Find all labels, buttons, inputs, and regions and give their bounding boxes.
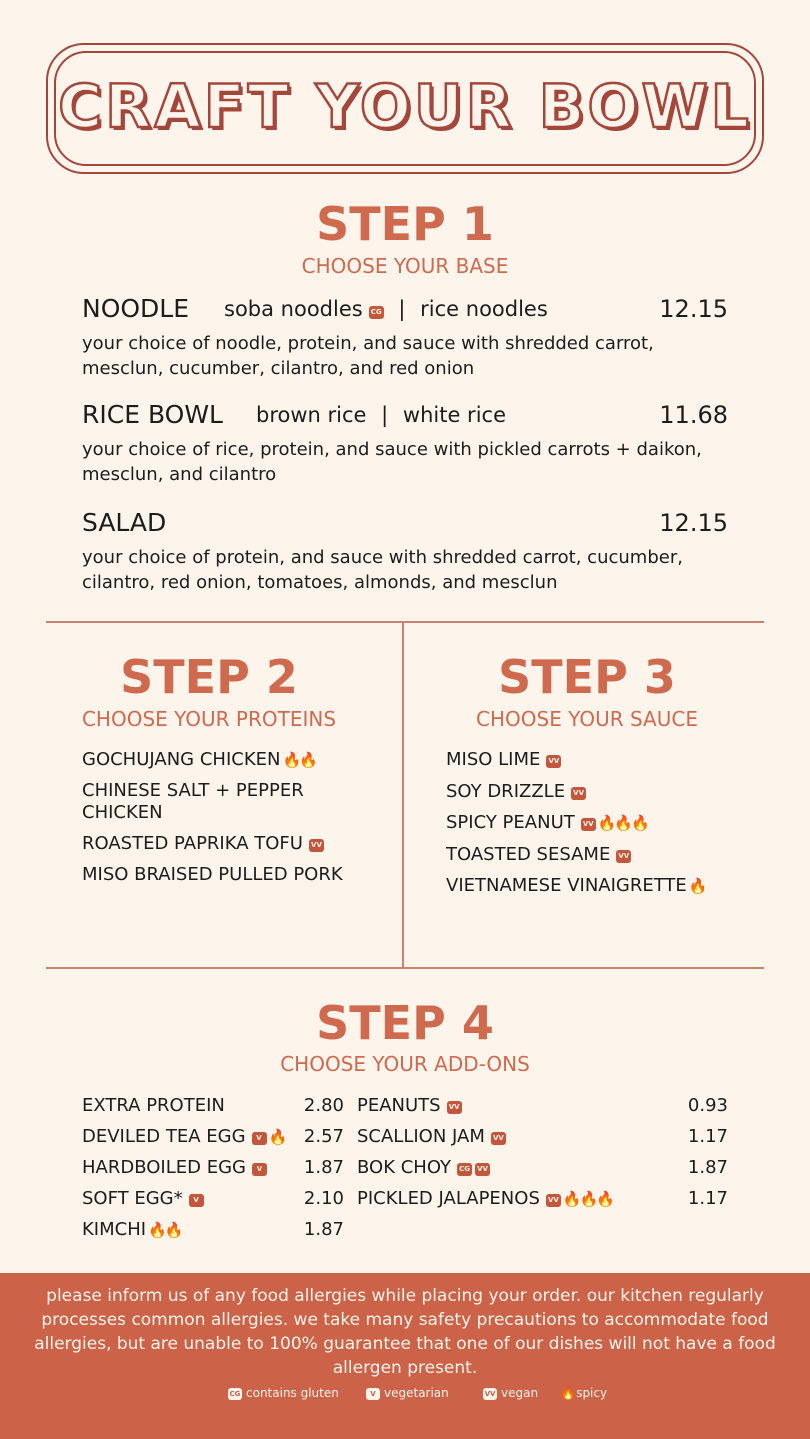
vegan-badge-icon: VV	[484, 1390, 496, 1398]
divider-vertical	[402, 622, 404, 968]
fire-icon: 🔥🔥🔥	[562, 1190, 613, 1208]
base-noodle-option-2: rice noodles	[420, 297, 548, 321]
item-name: PEANUTS	[357, 1095, 441, 1116]
item-name: SPICY PEANUT	[446, 812, 575, 833]
legend-vegan	[483, 1385, 538, 1401]
list-item	[446, 812, 648, 834]
item-name: HARDBOILED EGG	[82, 1157, 246, 1178]
item-name: MISO LIME	[446, 749, 541, 770]
fire-icon: 🔥🔥	[282, 751, 316, 769]
item-name: CHINESE SALT + PEPPER CHICKEN	[82, 780, 304, 823]
item-name: SOFT EGG*	[82, 1188, 183, 1209]
list-item	[82, 780, 342, 824]
vegan-badge-icon: VV	[616, 850, 631, 863]
base-noodle-price: 12.15	[659, 295, 728, 323]
vegan-badge-icon: VV	[546, 1194, 561, 1207]
addon-price: 2.10	[303, 1188, 344, 1209]
vegetarian-badge-icon: V	[366, 1388, 380, 1400]
item-name: TOASTED SESAME	[446, 843, 611, 865]
vegetarian-badge-icon: V	[252, 1163, 267, 1176]
addon-item	[357, 1126, 506, 1148]
addon-item	[357, 1095, 462, 1117]
legend-vegetarian-label: vegetarian	[384, 1386, 449, 1400]
addon-item	[357, 1157, 490, 1179]
base-noodle-option-1: soba noodles	[224, 297, 363, 321]
base-salad-price: 12.15	[659, 509, 728, 537]
step3-heading: STEP 3	[498, 650, 676, 704]
addon-price: 1.87	[687, 1157, 728, 1178]
step4-subheading: CHOOSE YOUR ADD-ONS	[280, 1052, 530, 1076]
menu-title: CRAFT YOUR BOWL	[58, 72, 752, 142]
item-name: KIMCHI	[82, 1219, 147, 1240]
addon-price: 2.80	[303, 1095, 344, 1116]
vegan-badge-icon: VV	[491, 1132, 506, 1145]
legend-gluten	[228, 1385, 339, 1401]
list-item	[446, 749, 561, 771]
gluten-badge-icon: CG	[369, 306, 384, 319]
list-item	[446, 875, 705, 897]
base-salad-name: SALAD	[82, 508, 167, 537]
base-rice-price: 11.68	[659, 401, 728, 429]
addon-item	[357, 1188, 613, 1210]
fire-icon: 🔥	[268, 1128, 286, 1146]
addon-price: 1.17	[687, 1188, 728, 1209]
legend-gluten-label: contains gluten	[246, 1386, 339, 1400]
base-rice-options	[256, 400, 506, 430]
addon-item	[82, 1188, 204, 1210]
list-item	[446, 844, 631, 866]
vegan-badge-icon: VV	[447, 1101, 462, 1114]
vegetarian-badge-icon: V	[189, 1194, 204, 1207]
item-name: MISO BRAISED PULLED PORK	[82, 864, 343, 885]
step4-heading: STEP 4	[316, 996, 494, 1050]
base-noodle-options	[224, 294, 548, 324]
allergy-footer	[0, 1273, 810, 1439]
addon-item	[82, 1095, 225, 1117]
divider-bottom	[46, 967, 764, 969]
option-separator: |	[381, 403, 389, 427]
base-rice-option-2: white rice	[402, 403, 506, 427]
item-name: BOK CHOY	[357, 1157, 452, 1178]
base-rice-name: RICE BOWL	[82, 400, 223, 429]
vegan-badge-icon: VV	[546, 755, 561, 768]
item-name: ROASTED PAPRIKA TOFU	[82, 833, 303, 854]
vegan-badge-icon: VV	[475, 1163, 490, 1176]
vegan-badge-icon: VV	[571, 787, 586, 800]
list-item	[82, 749, 316, 771]
item-name: PICKLED JALAPENOS	[357, 1188, 540, 1209]
item-name: SOY DRIZZLE	[446, 780, 566, 802]
base-rice-description: your choice of rice, protein, and sauce with pickled carrots + daikon, mesclun, and cilantro	[82, 439, 702, 485]
step3-subheading: CHOOSE YOUR SAUCE	[476, 707, 698, 731]
gluten-badge-icon: CG	[229, 1390, 241, 1398]
addon-price: 1.87	[303, 1157, 344, 1178]
item-name: GOCHUJANG CHICKEN	[82, 749, 281, 770]
step2-subheading: CHOOSE YOUR PROTEINS	[81, 707, 337, 731]
fire-icon: 🔥🔥🔥	[597, 814, 648, 832]
item-name: SCALLION JAM	[357, 1126, 485, 1147]
gluten-badge-icon: CG	[457, 1163, 472, 1176]
list-item	[82, 864, 343, 886]
legend-spicy-label: spicy	[576, 1386, 608, 1400]
fire-icon: 🔥	[560, 1386, 577, 1401]
legend-vegan-label: vegan	[501, 1386, 539, 1400]
vegetarian-badge-icon: V	[252, 1132, 267, 1145]
item-name: EXTRA PROTEIN	[82, 1095, 225, 1116]
addon-item	[82, 1157, 267, 1179]
divider-top	[46, 621, 764, 623]
addon-price: 2.57	[303, 1126, 344, 1147]
base-salad-description: your choice of protein, and sauce with shredded carrot, cucumber, cilantro, red onion, tomatoes, almonds, and mesclun	[82, 547, 683, 593]
item-name: DEVILED TEA EGG	[82, 1126, 246, 1147]
fire-icon: 🔥🔥	[148, 1221, 182, 1239]
base-rice-option-1: brown rice	[256, 403, 367, 427]
legend-vegetarian	[366, 1385, 449, 1401]
addon-price: 0.93	[687, 1095, 728, 1116]
step2-heading: STEP 2	[120, 650, 298, 704]
fire-icon: 🔥	[688, 877, 706, 895]
addon-item	[82, 1126, 285, 1148]
vegan-badge-icon: VV	[309, 839, 324, 852]
vegan-badge-icon: VV	[581, 818, 596, 831]
step1-heading: STEP 1	[316, 197, 494, 251]
list-item	[82, 833, 324, 855]
step1-subheading: CHOOSE YOUR BASE	[301, 254, 509, 278]
allergy-notice: please inform us of any food allergies while placing your order. our kitchen regularly processes common allergies. we take many safety precautions to accommodate food allergies, but are unable to 100% guarantee that one of our dishes will not have a food allergen present.	[34, 1286, 776, 1378]
list-item	[446, 781, 586, 803]
base-noodle-name: NOODLE	[82, 294, 190, 323]
item-name: VIETNAMESE VINAIGRETTE	[446, 875, 687, 896]
option-separator: |	[398, 297, 406, 321]
addon-item	[82, 1219, 181, 1241]
base-noodle-description: your choice of noodle, protein, and sauce with shredded carrot, mesclun, cucumber, cilantro, and red onion	[82, 333, 654, 379]
addon-price: 1.87	[303, 1219, 344, 1240]
addon-price: 1.17	[687, 1126, 728, 1147]
legend-spicy	[560, 1385, 607, 1402]
